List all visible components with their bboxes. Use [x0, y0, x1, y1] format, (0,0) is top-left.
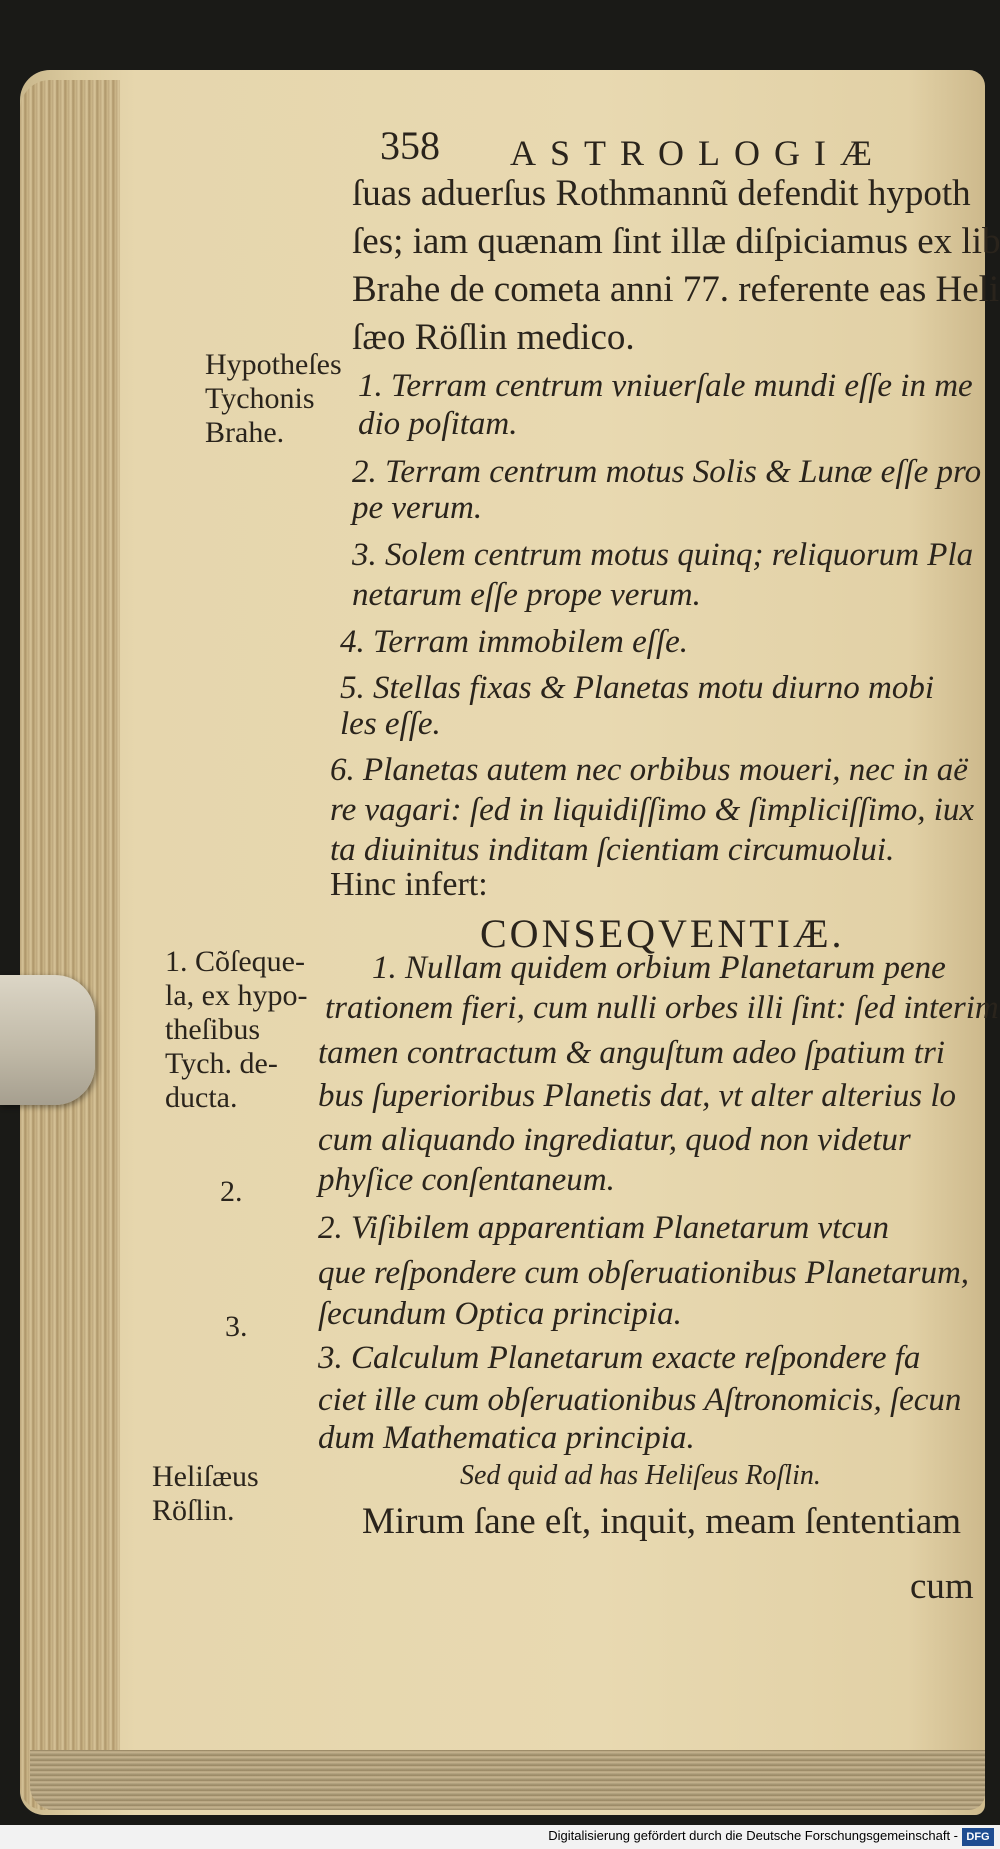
consequentiae-heading: CONSEQVENTIÆ. — [480, 911, 845, 956]
margin-note-hypotheses: Hypotheſes Tychonis Brahe. — [205, 348, 342, 449]
consequence-line: que reſpondere cum obſeruationibus Planetarum, — [318, 1255, 970, 1291]
catchword: cum — [910, 1566, 974, 1607]
consequence-line: 1. Nullam quidem orbium Planetarum pene — [372, 950, 946, 986]
consequence-line: ſecundum Optica principia. — [318, 1296, 682, 1332]
hypothesis-line: re vagari: ſed in liquidiſſimo & ſimpliciſſimo, iux — [330, 792, 975, 828]
body-line: ſes; iam quænam ſint illæ diſpiciamus ex lib — [352, 221, 1000, 262]
running-title: ASTROLOGIÆ — [510, 133, 887, 173]
hypothesis-line: 1. Terram centrum vniuerſale mundi eſſe in me — [358, 368, 973, 404]
hypothesis-line: ta diuinitus inditam ſcientiam circumuolui. — [330, 832, 895, 868]
consequence-line: phyſice conſentaneum. — [318, 1162, 615, 1198]
consequence-line: 2. Viſibilem apparentiam Planetarum vtcun — [318, 1210, 889, 1246]
consequence-line: bus ſuperioribus Planetis dat, vt alter alterius lo — [318, 1078, 956, 1114]
body-line: ſæo Röſlin medico. — [352, 317, 635, 358]
margin-number-2: 2. — [220, 1175, 243, 1208]
page-edges — [20, 80, 120, 1810]
hypothesis-line: dio poſitam. — [358, 406, 518, 442]
sed-quid-line: Sed quid ad has Heliſeus Roſlin. — [460, 1460, 821, 1491]
bottom-page-edges — [30, 1750, 985, 1810]
margin-note-roslin: Heliſæus Röſlin. — [152, 1460, 259, 1527]
footer-bar — [0, 1825, 1000, 1849]
hypothesis-line: les eſſe. — [340, 706, 441, 742]
consequence-line: 3. Calculum Planetarum exacte reſpondere fa — [318, 1340, 921, 1376]
body-line: Brahe de cometa anni 77. referente eas Heli — [352, 269, 1000, 310]
final-body-line: Mirum ſane eſt, inquit, meam ſententiam — [362, 1501, 962, 1542]
hypothesis-line: 2. Terram centrum motus Solis & Lunæ eſſe pro — [352, 454, 982, 490]
margin-number-3: 3. — [225, 1310, 248, 1343]
hypothesis-line: pe verum. — [352, 490, 483, 526]
margin-note-consequentiae: 1. Cõſeque- la, ex hypo- theſibus Tych. de- ducta. — [165, 945, 308, 1114]
footer-credit: Digitalisierung gefördert durch die Deutsche Forschungsgemeinschaft - — [548, 1828, 958, 1843]
hypothesis-line: 3. Solem centrum motus quinq; reliquorum Pla — [352, 537, 974, 573]
dfg-logo: DFG — [962, 1828, 994, 1846]
body-line: Hinc infert: — [330, 866, 488, 903]
page-number: 358 — [380, 123, 440, 168]
hypothesis-line: netarum eſſe prope verum. — [352, 577, 701, 613]
consequence-line: trationem fieri, cum nulli orbes illi ſint: ſed interim — [325, 990, 999, 1026]
consequence-line: cum aliquando ingrediatur, quod non videtur — [318, 1122, 911, 1158]
consequence-line: dum Mathematica principia. — [318, 1420, 695, 1456]
body-line: ſuas aduerſus Rothmannũ defendit hypoth — [352, 173, 971, 214]
hypothesis-line: 4. Terram immobilem eſſe. — [340, 624, 689, 660]
hypothesis-line: 6. Planetas autem nec orbibus moueri, nec in aë — [330, 752, 968, 788]
consequence-line: tamen contractum & anguſtum adeo ſpatium tri — [318, 1035, 945, 1071]
book-strap — [0, 975, 95, 1105]
hypothesis-line: 5. Stellas fixas & Planetas motu diurno mobi — [340, 670, 934, 706]
consequence-line: ciet ille cum obſeruationibus Aſtronomicis, ſecun — [318, 1382, 962, 1418]
